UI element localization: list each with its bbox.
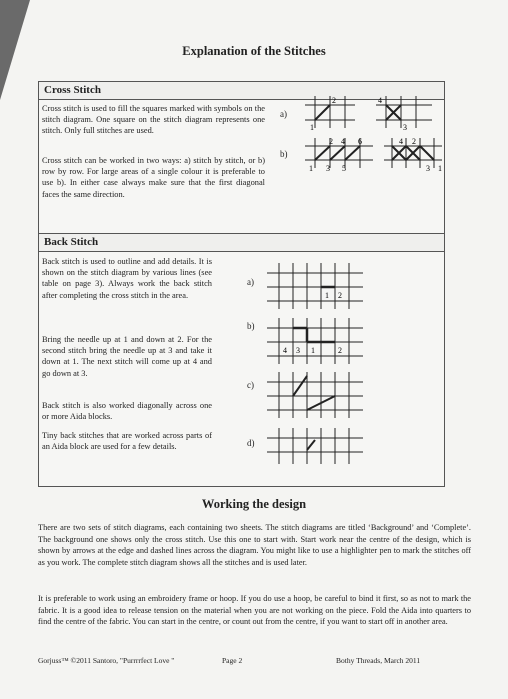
back-diagram-d — [265, 426, 365, 466]
diag-num: 1 — [438, 164, 442, 173]
diag-num: 2 — [338, 291, 342, 300]
cross-stitch-title: Cross Stitch — [39, 82, 444, 100]
cross-diagram-a-left — [301, 92, 361, 134]
cross-diagram-b-left — [301, 134, 379, 176]
diag-num: 5 — [342, 164, 346, 173]
diag-num: 4 — [399, 137, 403, 146]
page-title: Explanation of the Stitches — [182, 44, 326, 58]
cross-label-b: b) — [280, 149, 288, 159]
back-stitch-title: Back Stitch — [39, 234, 444, 252]
diag-num: 4 — [341, 137, 345, 146]
diag-num: 2 — [329, 137, 333, 146]
working-design-title: Working the design — [201, 497, 307, 511]
diag-num: 3 — [426, 164, 430, 173]
footer-publisher: Bothy Threads, March 2011 — [336, 656, 421, 665]
back-label-a: a) — [247, 277, 254, 287]
back-stitch-para-1: Back stitch is used to outline and add details. It is shown on the stitch diagram by various lines (see table on page 3). Always work the back stitch after completing the cross stitch in the area. — [42, 257, 212, 300]
back-stitch-para-4: Tiny back stitches that are worked across parts of an Aida block are used for a few details. — [42, 431, 212, 452]
cross-diagram-b-right — [382, 134, 446, 176]
cross-label-a: a) — [280, 109, 287, 119]
cross-stitch-para-2: Cross stitch can be worked in two ways: a) stitch by stitch, or b) row by row. For large areas of a single colour it is preferable to use b). In either case always make sure that the first diagonal faces the same direction. — [42, 156, 265, 199]
diag-num: 4 — [378, 96, 382, 105]
back-label-b: b) — [247, 321, 255, 331]
working-para-2: It is preferable to work using an embroidery frame or hoop. If you do use a hoop, be careful to bind it first, so as not to mark the fabric. It is a good idea to release tension on the material when you are not working on the piece. Fold the Aida into quarters to find the centre of the fabric. You can start in the centre, or count out from the centre, if you want to start off in another area. — [38, 594, 471, 626]
cross-stitch-panel — [38, 81, 445, 248]
back-stitch-panel — [38, 233, 445, 487]
diag-num: 1 — [325, 291, 329, 300]
diag-num: 2 — [332, 96, 336, 105]
diag-num: 1 — [310, 123, 314, 132]
diag-num: 4 — [283, 346, 287, 355]
cross-diagram-a-right — [372, 92, 438, 134]
diag-num: 3 — [296, 346, 300, 355]
diag-num: 1 — [311, 346, 315, 355]
back-label-d: d) — [247, 438, 255, 448]
diag-num: 2 — [412, 137, 416, 146]
diag-num: 6 — [358, 137, 362, 146]
diag-num: 3 — [326, 164, 330, 173]
back-diagram-c — [265, 370, 365, 420]
footer-copyright: Gorjuss™ ©2011 Santoro, "Purrrrfect Love " — [38, 656, 175, 665]
back-diagram-b — [265, 316, 365, 366]
diag-num: 2 — [338, 346, 342, 355]
diag-num: 3 — [403, 123, 407, 132]
diag-num: 1 — [309, 164, 313, 173]
back-stitch-para-2: Bring the needle up at 1 and down at 2. For the second stitch bring the needle up at 3 and take it down at 1. The next stitch will come up at 4 and go down at 3. — [42, 335, 212, 378]
cross-stitch-para-1: Cross stitch is used to fill the squares marked with symbols on the stitch diagram. One square on the stitch diagram represents one stitch. Only full stitches are used. — [42, 104, 265, 136]
back-stitch-para-3: Back stitch is also worked diagonally across one or more Aida blocks. — [42, 401, 212, 422]
back-label-c: c) — [247, 380, 254, 390]
footer-page-number: Page 2 — [222, 656, 243, 665]
back-diagram-a — [265, 261, 365, 311]
working-para-1: There are two sets of stitch diagrams, each containing two sheets. The stitch diagrams are titled ‘Background’ and ‘Complete’. The background one shows only the cross stitch. Use this one to start with. Start work near the centre of the design, which is shown by arrows at the edge and dashed lines across the diagram. You might like to use a highlighter pen to mark the stitches off as you work. The complete stitch diagram shows all the stitches and is used later. — [38, 523, 471, 567]
